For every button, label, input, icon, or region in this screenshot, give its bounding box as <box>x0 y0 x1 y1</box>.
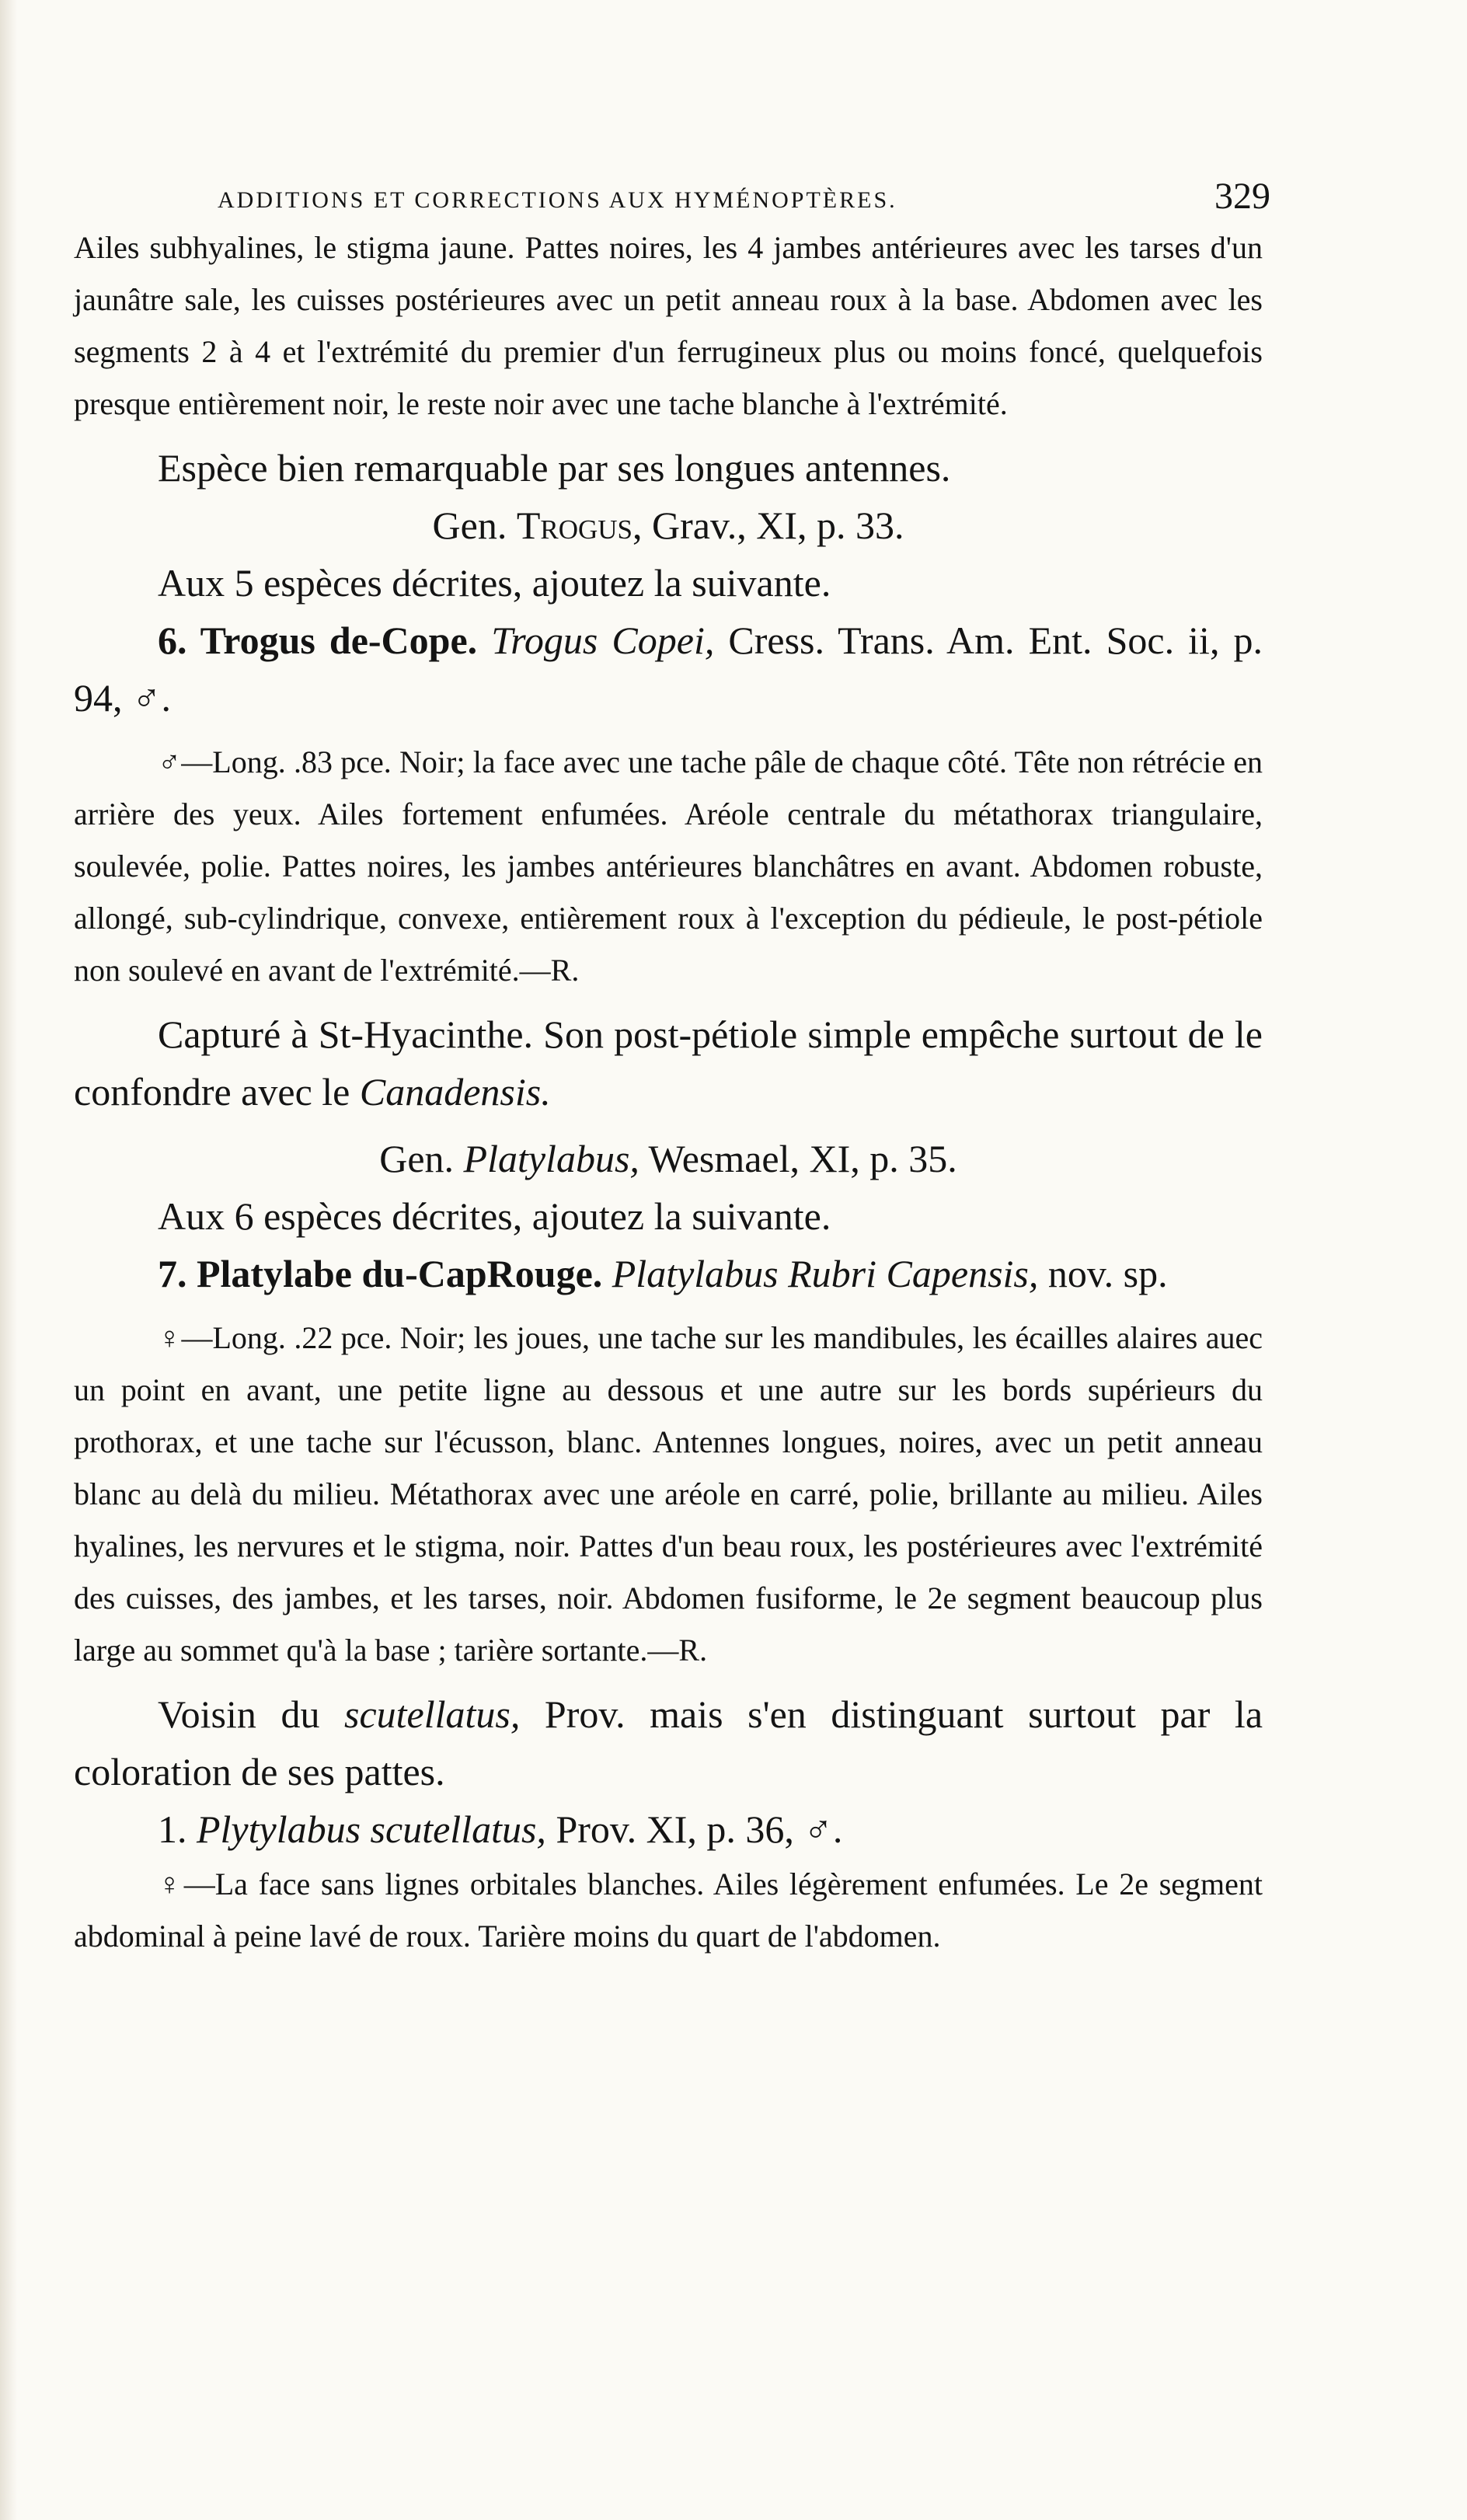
gen-label: Gen. <box>379 1137 455 1180</box>
paragraph-add-species: Aux 5 espèces décrites, ajoutez la suivante. <box>158 561 831 605</box>
paragraph-platylabus-note <box>74 1685 1263 1800</box>
running-title: ADDITIONS ET CORRECTIONS AUX HYMÉNOPTÈRES. <box>218 187 897 213</box>
paragraph-add-species: Aux 6 espèces décrites, ajoutez la suivante. <box>158 1194 831 1238</box>
genus-heading-platylabus <box>74 1130 1263 1187</box>
paragraph-scutellatus-description: ♀—La face sans lignes orbitales blanches. Ailes légèrement enfumées. Le 2e segment abdominal à peine lavé de roux. Tarière moins du quart de l'abdomen. <box>74 1866 1263 1954</box>
note-text: Capturé à St-Hyacinthe. Son post-pétiole simple empêche surtout de le confondre avec le <box>74 1013 1263 1114</box>
species-reference: Cress. Trans. Am. Ent. Soc. ii, p. 94, ♂. <box>74 619 1263 720</box>
paragraph-remark: Espèce bien remarquable par ses longues antennes. <box>158 446 951 490</box>
scan-edge-shadow <box>0 0 17 2520</box>
genus-name: Platylabus, <box>463 1137 639 1180</box>
genus-name: Trogus <box>516 504 633 547</box>
genus-heading-trogus <box>74 497 1263 554</box>
genus-author: , Grav., XI, p. 33. <box>632 504 904 547</box>
genus-author: Wesmael, XI, p. 35. <box>639 1137 957 1180</box>
paragraph-trogus-description: ♂—Long. .83 pce. Noir; la face avec une tache pâle de chaque côté. Tête non rétrécie en arrière des yeux. Ailes fortement enfumées. Aréole centrale du métathorax triangulaire, soulevée, polie. Pattes noires, les jambes antérieures blanchâtres en avant. Abdomen robuste, allongé, sub-cylindrique, convexe, entièrement roux à l'exception du pédieule, le post-pétiole non soulevé en avant de l'extrémité.—R. <box>74 744 1263 988</box>
species-reference: nov. sp. <box>1038 1252 1168 1295</box>
note-italic-name: Canadensis. <box>359 1070 551 1114</box>
paragraph-platylabus-description: ♀—Long. .22 pce. Noir; les joues, une tache sur les mandibules, les écailles alaires auec un point en avant, une petite ligne au dessous et une autre sur les bords supérieurs du prothorax, et une tache sur l'écusson, blanc. Antennes longues, noires, avec un petit anneau blanc au delà du milieu. Métathorax avec une aréole en carré, polie, brillante au milieu. Ailes hyalines, les nervures et le stigma, noir. Pattes d'un beau roux, les postérieures avec l'extrémité des cuisses, des jambes, et les tarses, noir. Abdomen fusiforme, le 2e segment beaucoup plus large au sommet qu'à la base ; tarière sortante.—R. <box>74 1320 1263 1668</box>
species-entry-scutellatus <box>74 1800 1263 1858</box>
species-heading-trogus-copei <box>74 612 1263 727</box>
note-suffix: Prov. mais s'en distinguant surtout par la coloration de ses pattes. <box>74 1692 1263 1793</box>
book-page <box>74 175 1270 1962</box>
species-number-name: 6. Trogus de-Cope. <box>158 619 478 662</box>
species-number-name: 7. Platylabe du-CapRouge. <box>158 1252 603 1295</box>
note-italic-name: scutellatus, <box>344 1692 521 1736</box>
running-header <box>74 175 1270 221</box>
page-number: 329 <box>1214 176 1270 217</box>
entry-reference: Prov. XI, p. 36, ♂. <box>545 1807 843 1851</box>
note-prefix: Voisin du <box>158 1692 344 1736</box>
entry-number: 1. <box>158 1807 187 1851</box>
entry-latin-name: Plytylabus scutellatus, <box>197 1807 546 1851</box>
paragraph-wings-description: Ailes subhyalines, le stigma jaune. Pattes noires, les 4 jambes antérieures avec les tarses d'un jaunâtre sale, les cuisses postérieures avec un petit anneau roux à la base. Abdomen avec les segments 2 à 4 et l'extrémité du premier d'un ferrugineux plus ou moins foncé, quelquefois presque entièrement noir, le reste noir avec une tache blanche à l'extrémité. <box>74 230 1263 421</box>
paragraph-trogus-note <box>74 1006 1263 1121</box>
species-latin-name: Trogus Copei, <box>491 619 715 662</box>
gen-label: Gen. <box>432 504 507 547</box>
species-heading-platylabus <box>74 1245 1263 1302</box>
species-latin-name: Platylabus Rubri Capensis, <box>612 1252 1039 1295</box>
